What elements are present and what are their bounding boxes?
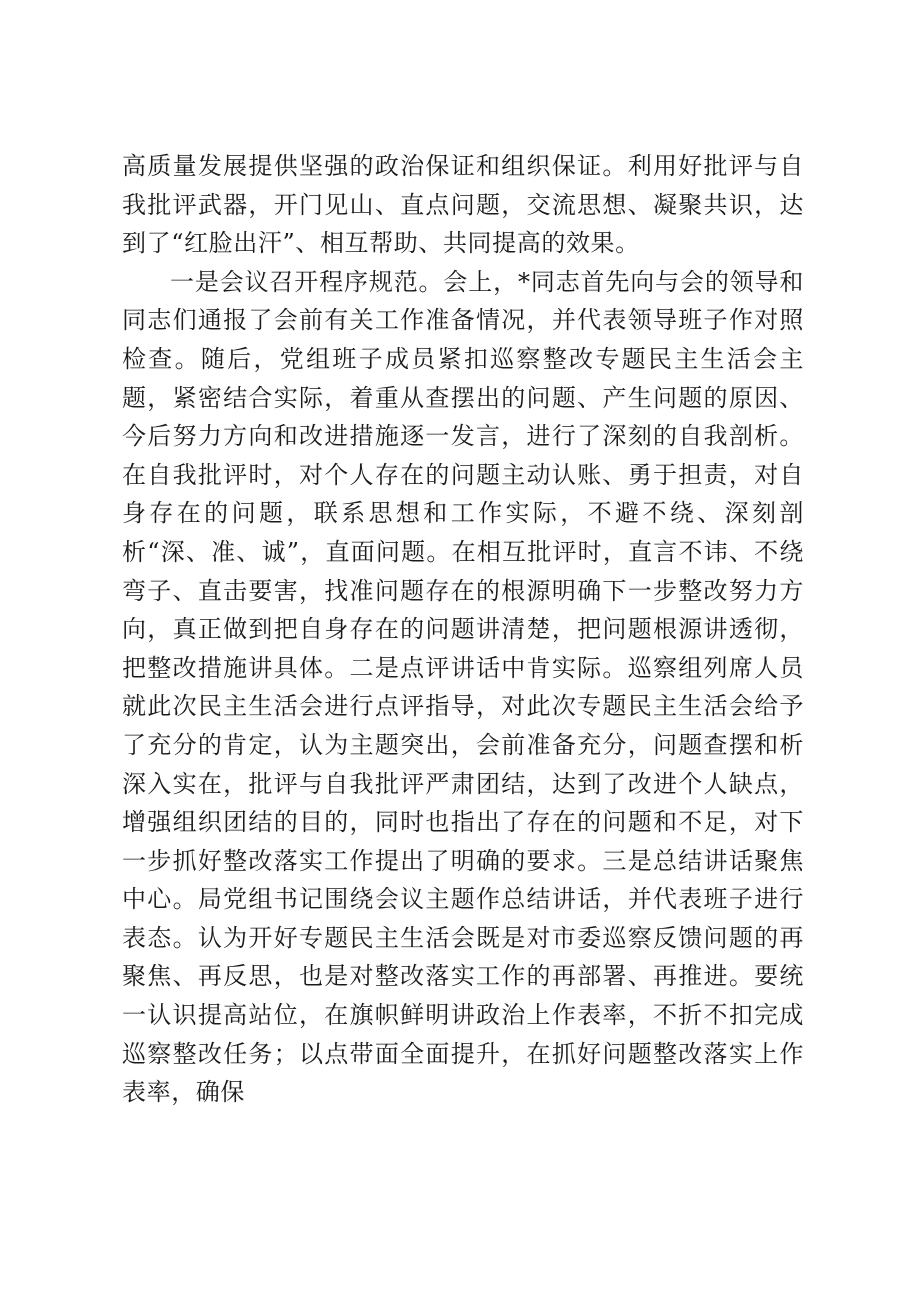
paragraph-meeting-summary: 一是会议召开程序规范。会上，*同志首先向与会的领导和同志们通报了会前有关工作准备情况，并代表领导班子作对照检查。随后，党组班子成员紧扣巡察整改专题民主生活会主题，紧密结合实际，着重从查摆出的问题、产生问题的原因、今后努力方向和改进措施逐一发言，进行了深刻的自我剖析。在自我批评时，对个人存在的问题主动认账、勇于担责，对自身存在的问题，联系思想和工作实际，不避不绕、深刻剖析“深、准、诚”，直面问题。在相互批评时，直言不讳、不绕弯子、直击要害，找准问题存在的根源明确下一步整改努力方向，真正做到把自身存在的问题讲清楚，把问题根源讲透彻，把整改措施讲具体。二是点评讲话中肯实际。巡察组列席人员就此次民主生活会进行点评指导，对此次专题民主生活会给予了充分的肯定，认为主题突出，会前准备充分，问题查摆和析深入实在，批评与自我批评严肃团结，达到了改进个人缺点，增强组织团结的目的，同时也指出了存在的问题和不足，对下一步抓好整改落实工作提出了明确的要求。三是总结讲话聚焦中心。局党组书记围绕会议主题作总结讲话，并代表班子进行表态。认为开好专题民主生活会既是对市委巡察反馈问题的再聚焦、再反思，也是对整改落实工作的再部署、再推进。要统一认识提高站位，在旗帜鲜明讲政治上作表率，不折不扣完成巡察整改任务；以点带面全面提升，在抓好问题整改落实上作表率，确保 (122, 267, 804, 1107)
paragraph-continuation: 高质量发展提供坚强的政治保证和组织保证。利用好批评与自我批评武器，开门见山、直点问题，交流思想、凝聚共识，达到了“红脸出汗”、相互帮助、共同提高的效果。 (122, 152, 804, 258)
document-body (122, 147, 804, 1112)
